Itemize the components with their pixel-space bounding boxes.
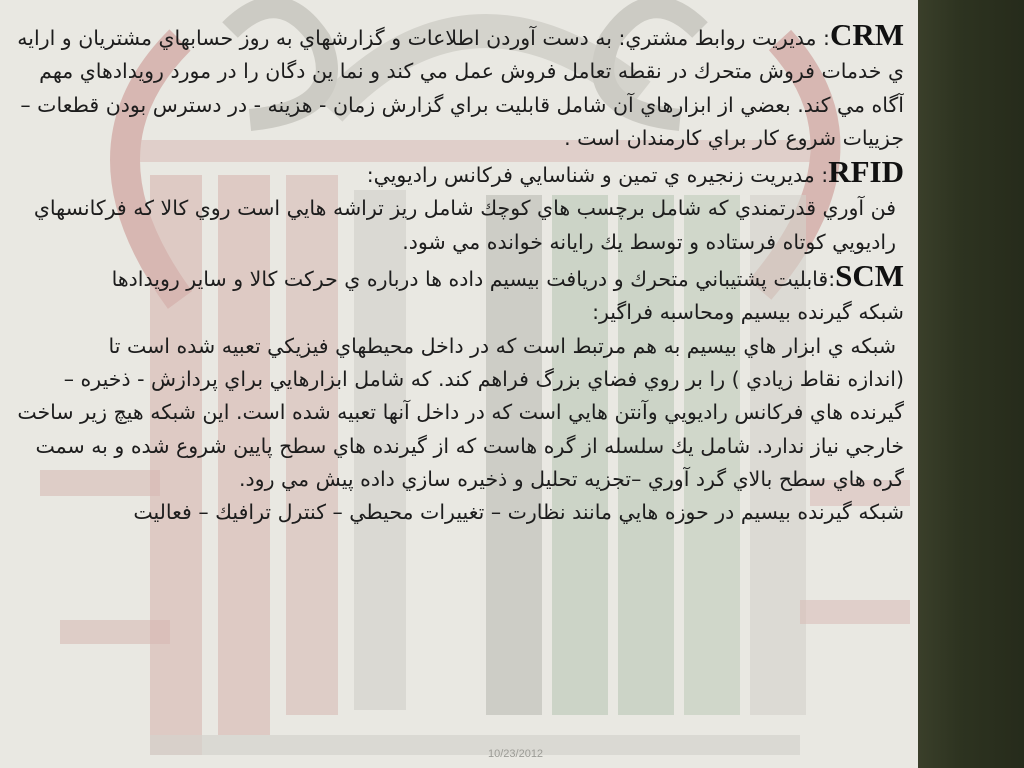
term-rfid: RFID	[828, 154, 904, 190]
sensor-network-details: (اندازه نقاط زيادي ) را بر روي فضاي بزرگ فراهم كند. كه شامل ابزارهايي براي پردازش - ذخيره – گيرنده هاي فركانس راديويي وآنتن هايي است كه در داخل آنها تعبيه شده است. اين شبكه هيچ زير ساخت خارجي نياز ندارد. شامل يك سلسله از گره هاست كه از گيرنده هاي سطح پايين شروع شده و به سمت گره هاي سطح بالاي گرد آوري –تجزيه تحليل و ذخيره سازي داده پيش مي رود.	[17, 366, 904, 491]
scm-description: :قابليت پشتيباني متحرك و دريافت بيسيم داده ها درباره ي حركت كالا و ساير رويدادها	[111, 267, 836, 292]
term-crm: CRM	[829, 18, 904, 52]
paragraph-rfid	[14, 155, 904, 192]
paragraph-scm	[14, 259, 904, 296]
sensor-network-heading: شبكه گيرنده بيسيم ومحاسبه فراگير:	[592, 300, 904, 325]
term-scm: SCM	[835, 258, 904, 294]
rfid-description: فن آوري قدرتمندي كه شامل برچسب هاي كوچك شامل ريز تراشه هايي است روي كالا كه فركانسهاي راديويي كوتاه فرستاده و توسط يك رايانه خوانده مي شود.	[33, 196, 896, 254]
slide-date: 10/23/2012	[488, 748, 544, 760]
crm-description: : مديريت روابط مشتري: به دست آوردن اطلاعات و گزارشهاي به روز حسابهاي مشتريان و ارايه ي خدمات فروش متحرك در نقطه تعامل فروش عمل مي كند و نما ين دگان را در مورد رويدادهاي مهم آگاه مي كند. بعضي از ابزارهاي آن شامل قابليت براي گزارش زمان - هزينه - در دسترس بودن قطعات – جزييات شروع كار براي كارمندان است .	[17, 26, 904, 150]
slide-body	[14, 18, 904, 768]
right-decorative-strip	[918, 0, 1024, 768]
sensor-network-applications: شبكه گيرنده بيسيم در حوزه هايي مانند نظارت – تغييرات محيطي – كنترل ترافيك – فعاليت	[133, 500, 904, 525]
rfid-heading-text: : مديريت زنجيره ي تمين و شناسايي فركانس راديويي:	[366, 163, 829, 188]
paragraph-crm	[14, 18, 904, 155]
sensor-network-definition: شبكه ي ابزار هاي بيسيم به هم مرتبط است كه در داخل محيطهاي فيزيكي تعبيه شده است تا	[108, 333, 896, 358]
